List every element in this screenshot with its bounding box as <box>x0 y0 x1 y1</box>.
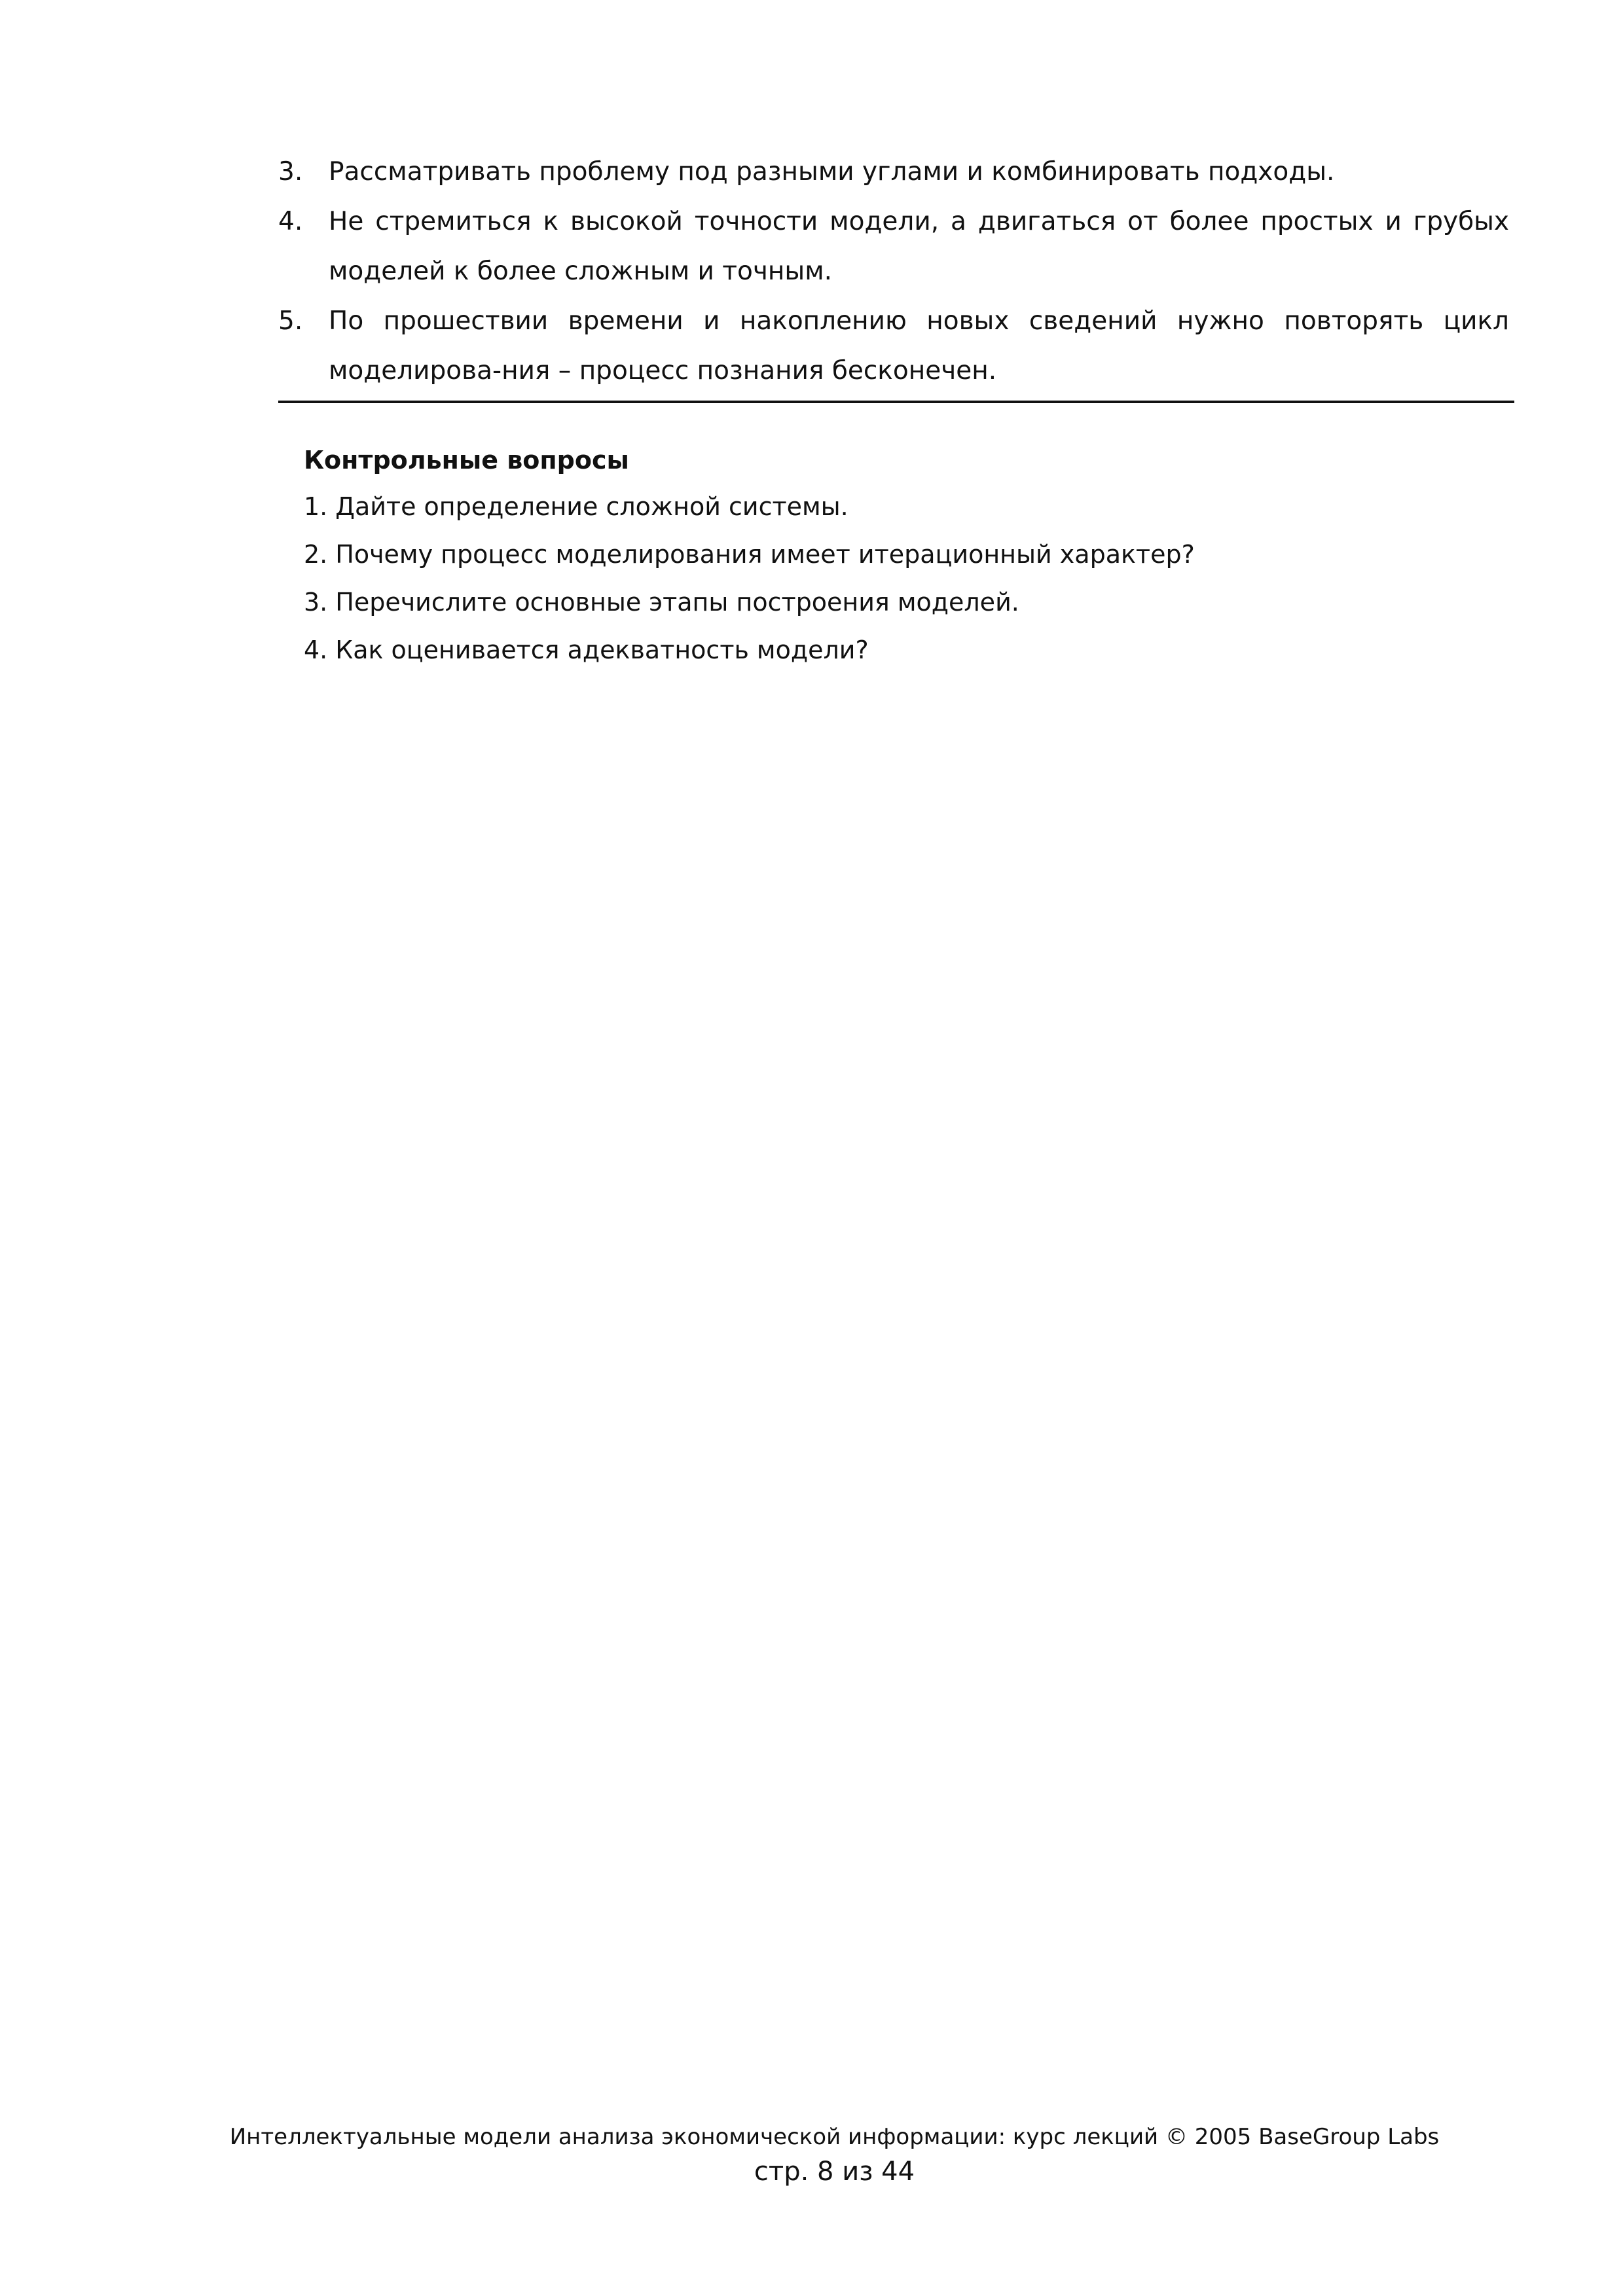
list-item <box>278 296 1509 396</box>
question-number: 1. <box>304 492 328 521</box>
review-questions <box>304 437 1417 674</box>
list-item-number: 3. <box>278 157 303 187</box>
question-item <box>304 531 1417 579</box>
question-number: 3. <box>304 588 328 617</box>
question-number: 4. <box>304 636 328 664</box>
list-item-text: По прошествии времени и накоплению новых сведений нужно повторять цикл моделирова-ния – процесс познания бесконечен. <box>329 306 1509 386</box>
footer-course-title: Интеллектуальные модели анализа экономической информации: курс лекций © 2005 BaseGroup Labs <box>229 2124 1440 2150</box>
list-item-number: 5. <box>278 306 303 336</box>
question-item <box>304 626 1417 674</box>
question-text: Почему процесс моделирования имеет итерационный характер? <box>335 540 1195 569</box>
main-numbered-list <box>278 147 1509 396</box>
list-item-text: Рассматривать проблему под разными углами и комбинировать подходы. <box>329 157 1335 187</box>
question-text: Как оценивается адекватность модели? <box>335 636 869 664</box>
question-item <box>304 579 1417 626</box>
list-item-number: 4. <box>278 207 303 236</box>
question-item <box>304 483 1417 531</box>
list-item-text: Не стремиться к высокой точности модели, а двигаться от более простых и грубых моделей к более сложным и точным. <box>329 207 1509 286</box>
question-number: 2. <box>304 540 328 569</box>
footer-page-number: стр. 8 из 44 <box>754 2157 915 2187</box>
list-item <box>278 197 1509 296</box>
review-questions-heading: Контрольные вопросы <box>304 446 629 475</box>
question-text: Дайте определение сложной системы. <box>335 492 848 521</box>
section-divider <box>278 401 1514 403</box>
question-text: Перечислите основные этапы построения моделей. <box>335 588 1019 617</box>
list-item <box>278 147 1509 197</box>
